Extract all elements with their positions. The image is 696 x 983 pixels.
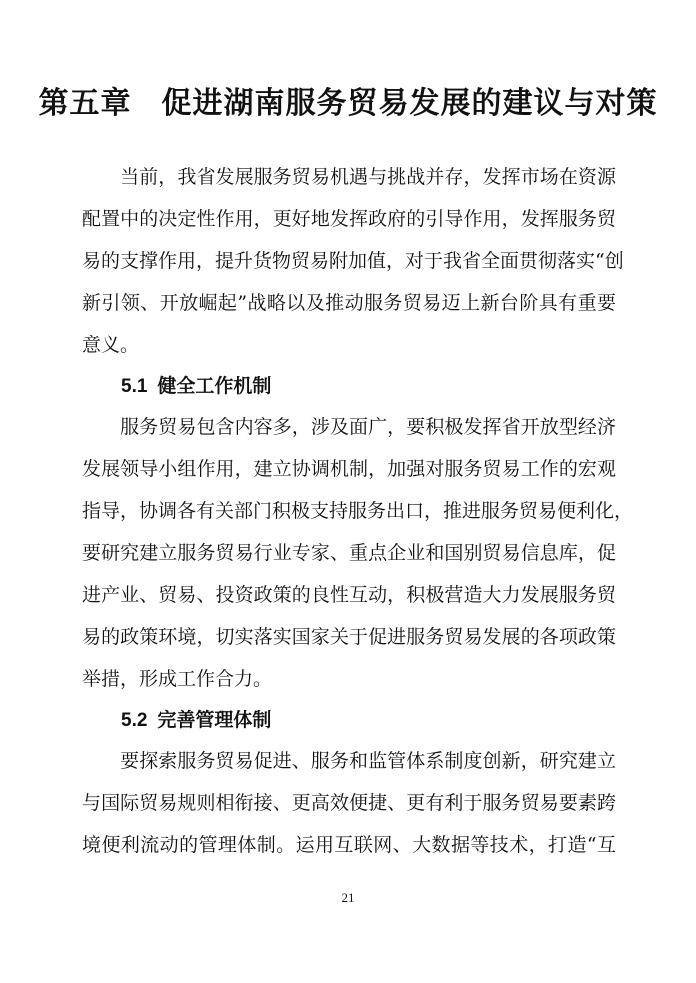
chapter-number: 第五章 xyxy=(38,86,132,121)
paragraph-line: 新引领、开放崛起”战略以及推动服务贸易迈上新台阶具有重要 xyxy=(82,292,616,314)
paragraph-line: 易的支撑作用，提升货物贸易附加值，对于我省全面贯彻落实“创 xyxy=(82,250,624,272)
section-number: 5.1 xyxy=(121,376,148,397)
section-title: 健全工作机制 xyxy=(157,375,272,397)
paragraph-line: 境便利流动的管理体制。运用互联网、大数据等技术，打造“互 xyxy=(82,834,616,856)
paragraph-line: 指导，协调各有关部门积极支持服务出口，推进服务贸易便利化， xyxy=(82,500,634,522)
section-number: 5.2 xyxy=(121,710,148,731)
paragraph-line: 配置中的决定性作用，更好地发挥政府的引导作用，发挥服务贸 xyxy=(82,208,616,230)
section-title: 完善管理体制 xyxy=(157,709,272,731)
section-heading xyxy=(121,700,271,740)
section-paragraph xyxy=(82,406,634,700)
paragraph-line: 发展领导小组作用，建立协调机制，加强对服务贸易工作的宏观 xyxy=(82,458,616,480)
section-heading xyxy=(121,366,271,406)
page-number: 21 xyxy=(341,890,355,905)
chapter-title-text: 促进湖南服务贸易发展的建议与对策 xyxy=(161,86,658,121)
paragraph-line: 意义。 xyxy=(82,334,140,356)
chapter-title xyxy=(0,78,696,122)
paragraph-line: 当前，我省发展服务贸易机遇与挑战并存，发挥市场在资源 xyxy=(82,166,616,188)
paragraph-line: 与国际贸易规则相衔接、更高效便捷、更有利于服务贸易要素跨 xyxy=(82,792,616,814)
paragraph-line: 要研究建立服务贸易行业专家、重点企业和国别贸易信息库，促 xyxy=(82,542,616,564)
section-paragraph xyxy=(82,740,616,866)
paragraph-line: 易的政策环境，切实落实国家关于促进服务贸易发展的各项政策 xyxy=(82,626,616,648)
paragraph-line: 举措，形成工作合力。 xyxy=(82,668,273,690)
paragraph-line: 要探索服务贸易促进、服务和监管体系制度创新，研究建立 xyxy=(82,750,616,772)
intro-paragraph xyxy=(82,156,624,366)
paragraph-line: 进产业、贸易、投资政策的良性互动，积极营造大力发展服务贸 xyxy=(82,584,616,606)
paragraph-line: 服务贸易包含内容多，涉及面广，要积极发挥省开放型经济 xyxy=(82,416,616,438)
